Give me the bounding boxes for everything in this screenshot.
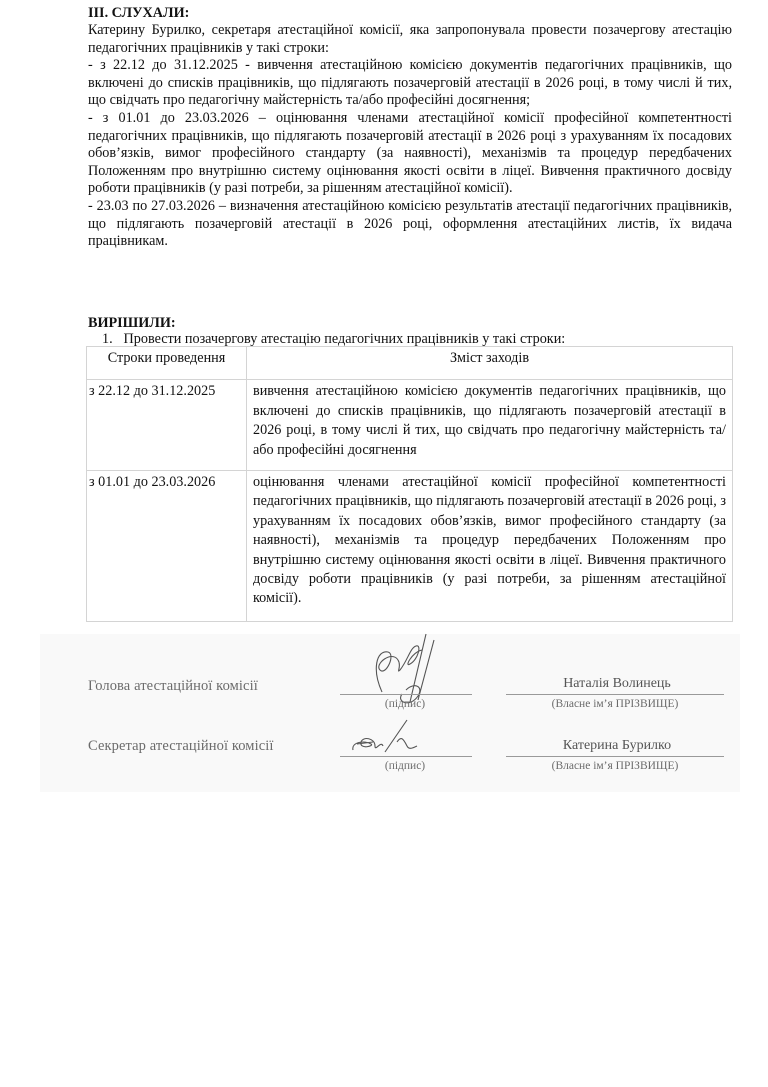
decided-item-number: 1. (102, 331, 113, 347)
heard-intro: Катерину Бурилко, секретаря атестаційної комісії, яка запропонувала провести позачергову атестацію педагогічних працівників у такі строки: (88, 22, 732, 56)
column-header-period: Строки проведення (87, 347, 247, 380)
heard-item-1: - з 22.12 до 31.12.2025 - вивчення атестаційною комісією документів педагогічних працівників, що включені до списків працівників, що підлягають позачерговій атестації в 2026 році, в тому числі й тих, що свідчать про педагогічну майстерність та/або професійні досягнення; (88, 57, 732, 109)
content-cell: вивчення атестаційною комісією документів педагогічних працівників, що включені до списків працівників, що підлягають позачерговій атестації в 2026 році, в тому числі й тих, що свідчать про педагогічну майстерність та/або професійні досягнення (247, 380, 733, 471)
section-decided-heading: ВИРІШИЛИ: (88, 315, 176, 331)
section-heard-heading: ІІІ. СЛУХАЛИ: (88, 5, 190, 21)
signer-role: Голова атестаційної комісії (88, 678, 258, 694)
signature-caption: (підпис) (384, 698, 426, 710)
table-header-row (87, 347, 733, 380)
heard-item-3: - 23.03 по 27.03.2026 – визначення атестаційною комісією результатів атестації педагогічних працівників, що підлягають позачерговій атестації в 2026 році, оформлення атестаційних листів, їх видача працівникам. (88, 197, 732, 250)
signer-name: Катерина Бурилко (562, 738, 672, 753)
signature-line (340, 694, 472, 695)
handwritten-signature-icon (345, 716, 425, 760)
column-header-content: Зміст заходів (247, 347, 733, 380)
table-row (87, 380, 733, 471)
content-cell: оцінювання членами атестаційної комісії професійної компетентності педагогічних працівників, що підлягають позачерговій атестації в 2026 році, з урахуванням їх посадових обов’язків, вимог професійного стандарту (за наявності), механізмів та процедур передбачених Положенням про внутрішню систему оцінювання якості освіти в ліцеї. Вивчення практичного досвіду роботи працівників (у разі потреби, за рішенням атестаційної комісії). (247, 471, 733, 622)
period-cell: з 01.01 до 23.03.2026 (87, 471, 247, 622)
signer-name: Наталія Волинець (563, 676, 671, 691)
schedule-table (86, 346, 733, 622)
signature-caption: (підпис) (384, 760, 426, 772)
name-caption: (Власне ім’я ПРІЗВИЩЕ) (551, 760, 679, 772)
signature-line (340, 756, 472, 757)
name-line (506, 694, 724, 695)
heard-item-2: - з 01.01 до 23.03.2026 – оцінювання членами атестаційної комісії професійної компетентності педагогічних працівників, що підлягають позачерговій атестації в 2026 році з урахуванням їх посадових обов’язків, вимог професійного стандарту (за наявності), механізмів та процедур передбачених Положенням про внутрішню систему оцінювання якості освіти в ліцеї. Вивчення практичного досвіду роботи працівників (у разі потреби, за рішенням атестаційної комісії). (88, 109, 732, 197)
decided-item-text: Провести позачергову атестацію педагогічних працівників у такі строки: (123, 331, 566, 347)
section-heard-body (88, 22, 732, 251)
table-row (87, 471, 733, 622)
period-cell: з 22.12 до 31.12.2025 (87, 380, 247, 471)
name-line (506, 756, 724, 757)
signer-role: Секретар атестаційної комісії (88, 738, 274, 754)
signature-block (40, 634, 740, 792)
name-caption: (Власне ім’я ПРІЗВИЩЕ) (551, 698, 679, 710)
